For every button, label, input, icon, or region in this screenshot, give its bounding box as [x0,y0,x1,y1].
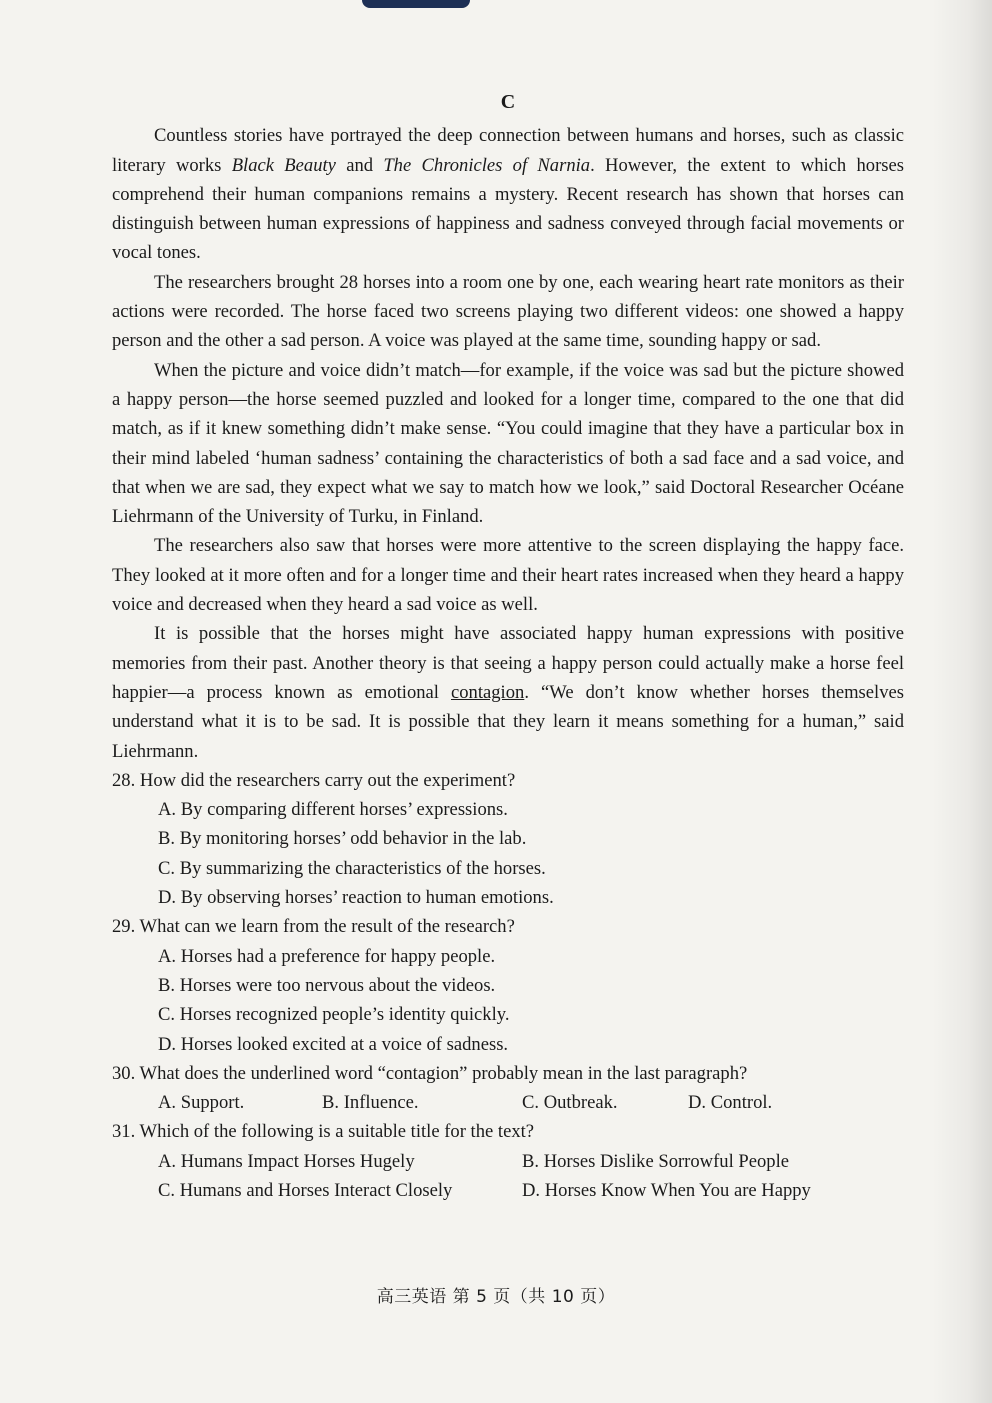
question-stem: 31. Which of the following is a suitable title for the text? [112,1121,535,1143]
option-c: C. Humans and Horses Interact Closely [158,1179,453,1201]
option-c: C. Horses recognized people’s identity quickly. [158,1004,510,1026]
paragraph-1-text-b: and [335,154,384,176]
options-list [112,795,904,912]
page-footer: 高三英语 第 5 页（共 10 页） [376,1287,616,1307]
paragraph-1 [112,121,904,267]
option-b: B. By monitoring horses’ odd behavior in the lab. [158,828,527,850]
scan-shadow [932,0,992,1403]
option-a: A. Horses had a preference for happy people. [158,945,496,967]
options-row [112,1088,904,1117]
option-b: B. Horses were too nervous about the videos. [158,974,496,996]
paragraph-5 [112,619,904,765]
question-stem: 29. What can we learn from the result of the research? [112,916,515,938]
question-30 [112,1059,904,1118]
option-c: C. By summarizing the characteristics of the horses. [158,857,546,879]
question-28 [112,766,904,912]
paragraph-3: When the picture and voice didn’t match—for example, if the voice was sad but the picture showed a happy person—the horse seemed puzzled and looked for a longer time, compared to the one that did match, as if it knew something didn’t make sense. “You could imagine that they have a particular box in their mind labeled ‘human sadness’ containing the characteristics of both a sad face and a sad voice, and that when we are sad, they expect what we say to match how we look,” said Doctoral Researcher Océane Liehrmann of the University of Turku, in Finland. [112,359,904,528]
book-title-narnia: The Chronicles of Narnia [383,154,591,176]
question-stem: 30. What does the underlined word “contagion” probably mean in the last paragraph? [112,1062,748,1084]
section-letter: C [500,91,516,113]
option-d: D. Control. [688,1092,773,1114]
option-a: A. Humans Impact Horses Hugely [158,1150,415,1172]
paragraph-5-text-a: It is possible that the horses might have associated happy human expressions with positive memories from their past. Another theory is that seeing a happy person could actually make a horse feel happier—a process known as emotional [112,623,904,703]
options-row [112,1176,904,1205]
options-row [112,1147,904,1176]
question-stem: 28. How did the researchers carry out the experiment? [112,769,516,791]
paragraph-1-text-a: Countless stories have portrayed the deep connection between humans and horses, such as classic literary works [112,125,904,176]
question-31 [112,1117,904,1205]
option-d: D. Horses Know When You are Happy [522,1179,811,1201]
option-b: B. Horses Dislike Sorrowful People [522,1150,790,1172]
paragraph-5-text-b: . “We don’t know whether horses themselves understand what it is to be sad. It is possible that they learn it means something for a human,” said Liehrmann. [112,681,904,762]
option-d: D. By observing horses’ reaction to human emotions. [158,887,554,909]
option-c: C. Outbreak. [522,1092,618,1114]
paragraph-1-text-c: . However, the extent to which horses comprehend their human companions remains a mystery. Recent research has shown that horses can distinguish between human expressions of happiness and sadness conveyed through facial movements or vocal tones. [112,154,905,264]
question-29 [112,912,904,1058]
option-a: A. By comparing different horses’ expressions. [158,799,508,821]
option-d: D. Horses looked excited at a voice of sadness. [158,1033,509,1055]
paragraph-2: The researchers brought 28 horses into a room one by one, each wearing heart rate monitors as their actions were recorded. The horse faced two screens playing two different videos: one showed a happy person and the other a sad person. A voice was played at the same time, sounding happy or sad. [112,271,904,352]
binding-tab [362,0,470,8]
paragraph-4: The researchers also saw that horses were more attentive to the screen displaying the happy face. They looked at it more often and for a longer time and their heart rates increased when they heard a happy voice and decreased when they heard a sad voice as well. [112,535,904,616]
book-title-black-beauty: Black Beauty [231,154,336,176]
underlined-word-contagion: contagion [451,681,525,703]
option-b: B. Influence. [322,1092,419,1114]
reading-page [112,88,904,1205]
option-a: A. Support. [158,1092,245,1114]
options-list [112,942,904,1059]
questions-section [112,766,904,1205]
